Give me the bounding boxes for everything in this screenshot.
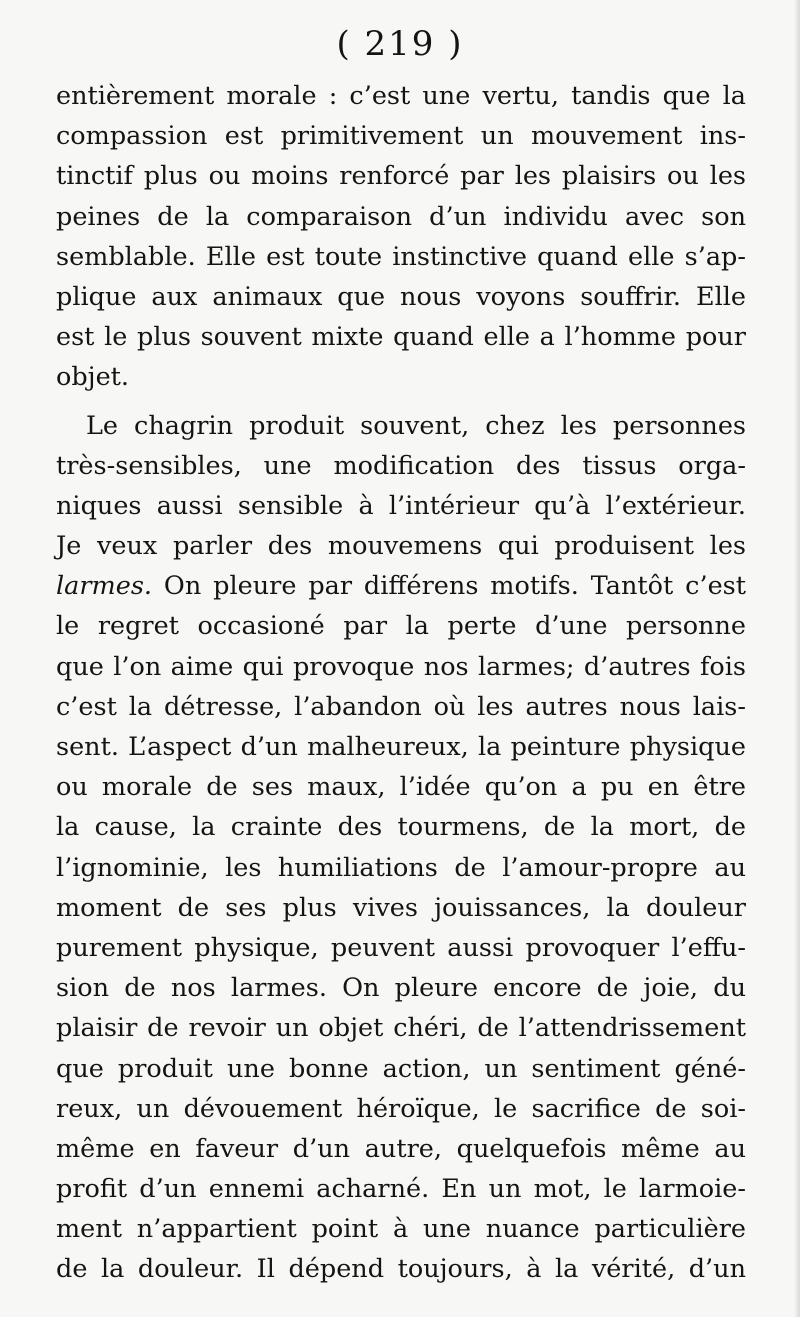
text-line: ment n’appartient point à une nuance particulière — [56, 1214, 746, 1245]
italic-word: larmes. — [56, 571, 153, 602]
text-line: plique aux animaux que nous voyons souffrir. Elle — [56, 281, 746, 312]
text-line: Je veux parler des mouvemens qui produisent les — [56, 531, 746, 562]
text-line: niques aussi sensible à l’intérieur qu’à l’extérieur. — [56, 490, 746, 521]
text-line: reux, un dévouement héroïque, le sacrifice de soi- — [56, 1093, 746, 1124]
paragraph-1 — [56, 76, 746, 398]
text-line: tinctif plus ou moins renforcé par les plaisirs ou les — [56, 161, 746, 192]
text-line: compassion est primitivement un mouvement ins- — [56, 121, 746, 152]
text-line: moment de ses plus vives jouissances, la douleur — [56, 892, 746, 923]
text-run: On pleure par différens motifs. Tantôt c’est — [152, 571, 746, 602]
paragraph-2 — [56, 406, 746, 1290]
text-line — [56, 566, 746, 606]
text-line: la cause, la crainte des tourmens, de la mort, de — [56, 812, 746, 843]
text-line: ou morale de ses maux, l’idée qu’on a pu en être — [56, 772, 746, 803]
text-line: que l’on aime qui provoque nos larmes; d’autres fois — [56, 651, 746, 682]
text-line: objet. — [56, 362, 130, 393]
text-line: c’est la détresse, l’abandon où les autres nous lais- — [56, 691, 746, 722]
text-line: peines de la comparaison d’un individu avec son — [56, 201, 746, 232]
text-line: même en faveur d’un autre, quelquefois même au — [56, 1133, 746, 1164]
text-line: plaisir de revoir un objet chéri, de l’attendrissement — [56, 1013, 746, 1044]
text-line: entièrement morale : c’est une vertu, tandis que la — [56, 81, 746, 111]
text-line: très-sensibles, une modification des tissus orga- — [56, 450, 746, 481]
page-number: ( 219 ) — [336, 24, 464, 64]
text-line: le regret occasioné par la perte d’une personne — [56, 611, 746, 642]
text-line: Le chagrin produit souvent, chez les personnes — [86, 410, 746, 441]
body-text — [56, 76, 746, 1290]
page-edge-shadow — [794, 0, 800, 1317]
text-line: est le plus souvent mixte quand elle a l’homme pour — [56, 322, 746, 353]
text-line: purement physique, peuvent aussi provoquer l’effu- — [56, 932, 746, 963]
text-line: semblable. Elle est toute instinctive quand elle s’ap- — [56, 241, 746, 272]
text-line: sion de nos larmes. On pleure encore de joie, du — [56, 973, 746, 1004]
text-line: de la douleur. Il dépend toujours, à la vérité, d’un — [56, 1254, 746, 1285]
text-line: l’ignominie, les humiliations de l’amour-propre au — [56, 852, 746, 883]
text-line: que produit une bonne action, un sentiment géné- — [56, 1053, 746, 1084]
text-line: profit d’un ennemi acharné. En un mot, le larmoie- — [56, 1174, 746, 1205]
text-line: sent. L’aspect d’un malheureux, la peinture physique — [56, 732, 746, 762]
